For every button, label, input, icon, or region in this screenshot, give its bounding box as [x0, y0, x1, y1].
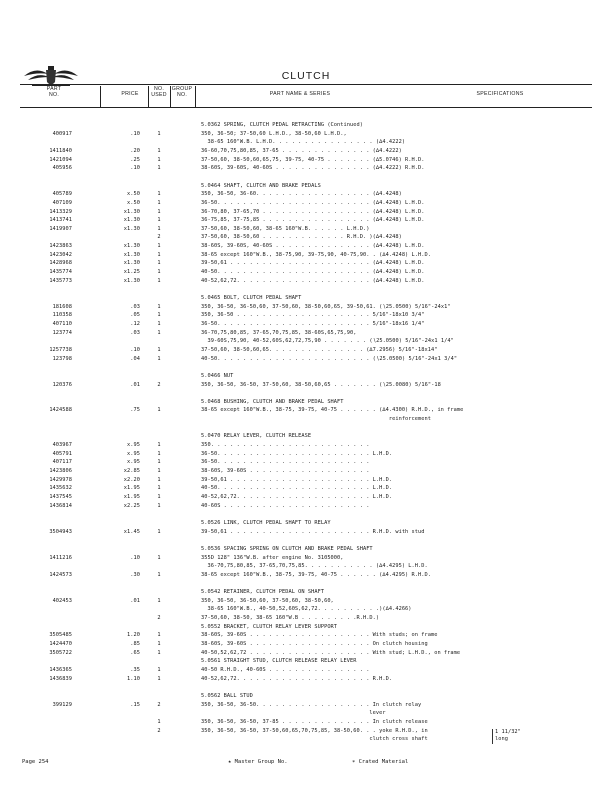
part-name-series: 350, 36-50, 36-50, 37-50,60, 38-50,60,65 . . . . . . . (∖25.0080) 5/16"-18 [201, 381, 441, 388]
col-header-part-name: PART NAME & SERIES [269, 91, 331, 97]
part-number: 400917 [52, 130, 72, 137]
part-number: 1437545 [49, 493, 72, 500]
part-number: 1424470 [49, 641, 72, 647]
part-name-series: 38-65 except 160"W.B., 38-75, 39-75, 40-75 . . . . . . (∆4.4300) R.H.D., in frame [201, 407, 464, 414]
part-number: 110358 [52, 312, 72, 319]
part-number: 1424588 [49, 407, 72, 414]
price: .30 [130, 571, 140, 578]
number-used: 1 [157, 251, 161, 258]
page-title: CLUTCH [281, 70, 331, 82]
part-name-series: 5.0561 STRAIGHT STUD, CLUTCH RELEASE RELAY LEVER [201, 658, 357, 665]
part-name-series: 5.0562 BALL STUD [201, 692, 253, 699]
part-name-series: 36-75,85, 37-75,85 . . . . . . . . . . . . . . . . . (∆4.4248) L.H.D. [201, 217, 425, 224]
part-name-series: 38-65 except 160"W.B., 38-75, 39-75, 40-75 . . . . . . (∆4.4295) R.H.D. [201, 571, 431, 578]
number-used: 1 [157, 407, 161, 414]
price: .20 [130, 147, 140, 154]
part-name-series: 350. . . . . . . . . . . . . . . . . . . . . . . . . [201, 442, 370, 449]
part-name-series: 350, 36-50, 36-50, 37-50,60,65,70,75,85, 38-50,60. . . yoke R.H.D., in [201, 727, 428, 734]
number-used: 2 [157, 727, 161, 734]
part-name-series: 5.0362 SPRING, CLUTCH PEDAL RETRACTING (Continued) [201, 122, 363, 128]
number-used: 1 [157, 260, 161, 267]
part-name-series: 5.0552 BRACKET, CLUTCH RELAY LEVER SUPPORT [201, 623, 338, 630]
part-number: 405956 [52, 165, 72, 172]
part-number: 403967 [52, 442, 72, 449]
part-number: 399129 [52, 701, 72, 708]
part-name-series: 37-50,60, 38-50,60, 38-65 160"W.B. . . . . . L.H.D.) [201, 225, 370, 232]
part-number: 1435632 [49, 485, 72, 492]
part-number: 1419907 [49, 225, 72, 232]
part-name-series: 40-50,52,62,72 . . . . . . . . . . . . . . . . . . . With stud; L.H.D., on frame [201, 649, 461, 656]
price: x1.30 [123, 260, 140, 267]
number-used: 2 [157, 701, 161, 708]
part-number: 1423863 [49, 243, 72, 250]
part-name-series: 355D 128" 136"W.B. after engine No. 3105000, [201, 554, 344, 561]
part-number: 407117 [52, 459, 72, 466]
part-name-series: 40-50. . . . . . . . . . . . . . . . . . . . . . . . L.H.D. [201, 485, 393, 492]
number-used: 1 [157, 346, 161, 353]
price: .01 [130, 597, 140, 604]
part-number: 1429978 [49, 476, 72, 483]
part-name-series: 39-60S,75,90, 40-52,60S,62,72,75,90 . . . . . . . (∖25.0500) 5/16"-24x1 1/4" [201, 338, 454, 345]
price: 1.10 [127, 675, 140, 682]
number-used: 1 [157, 502, 161, 509]
price: .03 [130, 303, 140, 310]
price: .10 [130, 554, 140, 561]
part-number: 405789 [52, 191, 72, 198]
part-number: 1435773 [49, 277, 72, 284]
price: x.50 [127, 199, 140, 206]
number-used: 1 [157, 649, 161, 656]
price: .03 [130, 329, 140, 336]
part-number: 1423806 [49, 468, 72, 474]
part-number: 1436365 [49, 666, 72, 673]
number-used: 1 [157, 718, 161, 725]
col-header-part-no: PART NO. [46, 86, 62, 98]
number-used: 1 [157, 329, 161, 336]
price: .12 [130, 320, 140, 327]
part-number: 3505485 [49, 632, 72, 639]
part-number: 1411840 [49, 147, 72, 154]
part-name-series: 37-50,60, 38-50,60,65,75, 39-75, 40-75 . . . . . . . (∆5.0746) R.H.D. [201, 156, 425, 163]
price: .10 [130, 346, 140, 353]
part-name-series: 39-50,61 . . . . . . . . . . . . . . . . . . . . . . (∆4.4248) L.H.D. [201, 260, 425, 267]
part-name-series: 350, 36-50, 36-50,60, 37-50,60, 38-50,60, [201, 597, 334, 604]
part-name-series: reinforcement [201, 416, 431, 423]
price: 1.20 [127, 632, 140, 639]
part-number: 1413741 [49, 217, 72, 224]
price: x1.95 [123, 485, 140, 492]
column-divider [100, 86, 101, 107]
part-number: 181608 [52, 303, 72, 310]
number-used: 1 [157, 641, 161, 647]
price: .10 [130, 130, 140, 137]
part-number: 1436814 [49, 502, 72, 509]
number-used: 1 [157, 130, 161, 137]
part-name-series: 38-65 160"W.B., 40-50,52,60S,62,72. . . . . . . . . .)(∆4.4266) [201, 606, 412, 613]
number-used: 1 [157, 450, 161, 457]
part-name-series: 40-50 R.H.D., 40-60S . . . . . . . . . . . . . . . . [201, 666, 370, 673]
part-name-series: 40-52,62,72. . . . . . . . . . . . . . . . . . . . . (∆4.4248) L.H.D. [201, 277, 425, 284]
part-number: 1413329 [49, 208, 72, 215]
part-name-series: 38-60S, 39-60S . . . . . . . . . . . . . . . . . . . [201, 468, 370, 474]
price: x1.30 [123, 277, 140, 284]
price: .85 [130, 641, 140, 647]
part-name-series: 36-50. . . . . . . . . . . . . . . . . . . . . . . . 5/16"-18x16 1/4" [201, 320, 425, 327]
part-name-series: 38-65 except 160"W.B., 38-75,90, 39-75,90, 40-75,90. . (∆4.4248) L.H.D. [201, 251, 431, 258]
part-name-series: 5.0466 NUT [201, 372, 234, 379]
part-name-series: 350, 36-50, 36-60. . . . . . . . . . . . . . . . . . (∆4.4248) [201, 191, 402, 198]
number-used: 2 [157, 234, 161, 241]
part-name-series: 39-50,61 . . . . . . . . . . . . . . . . . . . . . . R.H.D. with stud [201, 528, 425, 535]
part-name-series: 5.0542 RETAINER, CLUTCH PEDAL ON SHAFT [201, 589, 325, 596]
part-number: 1424573 [49, 571, 72, 578]
part-number: 123798 [52, 355, 72, 362]
price: x1.30 [123, 225, 140, 232]
footer-page-number: Page 254 [22, 759, 49, 765]
part-name-series: 38-60S, 39-60S . . . . . . . . . . . . . . . . . . . With studs; on frame [201, 632, 438, 639]
price: x2.25 [123, 502, 140, 509]
price: x2.85 [123, 468, 140, 474]
price: .15 [130, 701, 140, 708]
part-number: 1435774 [49, 269, 72, 276]
part-name-series: 40-50. . . . . . . . . . . . . . . . . . . . . . . . (∖25.0500) 5/16"-24x1 3/4" [201, 355, 458, 362]
price: .25 [130, 156, 140, 163]
part-name-series: 5.0468 BUSHING, CLUTCH AND BRAKE PEDAL SHAFT [201, 398, 344, 405]
price: .05 [130, 312, 140, 319]
number-used: 1 [157, 191, 161, 198]
number-used: 1 [157, 666, 161, 673]
number-used: 1 [157, 597, 161, 604]
number-used: 1 [157, 147, 161, 154]
part-name-series: 5.0536 SPACING SPRING ON CLUTCH AND BRAKE PEDAL SHAFT [201, 545, 373, 552]
price: .35 [130, 666, 140, 673]
price: x1.30 [123, 251, 140, 258]
part-name-series: 5.0526 LINK, CLUTCH PEDAL SHAFT TO RELAY [201, 519, 331, 526]
number-used: 1 [157, 225, 161, 232]
price: x1.30 [123, 208, 140, 215]
part-name-series: 350, 36-50, 36-50,60, 37-50,60, 38-50,60,65, 39-50,61. (∖25.0500) 5/16"-24x1" [201, 303, 451, 310]
part-number: 3505722 [49, 649, 72, 656]
part-number: 1411216 [49, 554, 72, 561]
column-divider [195, 86, 196, 107]
price: x1.95 [123, 493, 140, 500]
part-name-series: 40-60S . . . . . . . . . . . . . . . . . . . . . . . [201, 502, 370, 509]
number-used: 1 [157, 571, 161, 578]
number-used: 1 [157, 459, 161, 466]
part-number: 120376 [52, 381, 72, 388]
number-used: 1 [157, 156, 161, 163]
number-used: 1 [157, 485, 161, 492]
part-name-series: 350, 36-50 . . . . . . . . . . . . . . . . . . . . . 5/16"-18x10 3/4" [201, 312, 425, 319]
number-used: 1 [157, 632, 161, 639]
part-name-series: 5.0465 BOLT, CLUTCH PEDAL SHAFT [201, 295, 302, 301]
price: .75 [130, 407, 140, 414]
number-used: 1 [157, 312, 161, 319]
col-header-price: PRICE [121, 91, 139, 97]
number-used: 2 [157, 381, 161, 388]
part-name-series: 38-65 160"W.B. L.H.D. . . . . . . . . . . . . . . . (∆4.4222) [201, 139, 406, 146]
number-used: 2 [157, 615, 161, 622]
col-header-specifications: SPECIFICATIONS [476, 91, 524, 97]
part-name-series: 37-50,60, 38-50,60,65. . . . . . . . . . . . . . . (∆7.2956) 5/16"-18x14" [201, 346, 438, 353]
footer-crated-note: ∗ Crated Material [352, 759, 409, 765]
part-name-series: 36-70,75,80,85, 37-65,70,75,85, 38-60S,65,75,90, [201, 329, 357, 336]
part-number: 407110 [52, 320, 72, 327]
price: x1.25 [123, 269, 140, 276]
number-used: 1 [157, 277, 161, 284]
part-name-series: 37-50,60, 38-50,60 . . . . . . . . . . . . . R.H.D. )(∆4.4248) [201, 234, 402, 241]
number-used: 1 [157, 355, 161, 362]
part-name-series: 38-60S, 39-60S, 40-60S . . . . . . . . . . . . . . . (∆4.4222) R.H.D. [201, 165, 425, 172]
number-used: 1 [157, 269, 161, 276]
number-used: 1 [157, 303, 161, 310]
price: .04 [130, 355, 140, 362]
number-used: 1 [157, 528, 161, 535]
part-name-series: 36-60,70,75,80,85, 37-65 . . . . . . . . . . . . . . (∆4.4222) [201, 147, 402, 154]
part-name-series: 350, 36-50; 37-50,60 L.H.D., 38-50,60 L.H.D., [201, 130, 347, 137]
part-number: 1436839 [49, 675, 72, 682]
price: x.95 [127, 450, 140, 457]
part-name-series: 40-52,62,72. . . . . . . . . . . . . . . . . . . . . L.H.D. [201, 493, 393, 500]
part-name-series: 39-50,61 . . . . . . . . . . . . . . . . . . . . . . L.H.D. [201, 476, 393, 483]
part-name-series: 36-50. . . . . . . . . . . . . . . . . . . . . . . . L.H.D. [201, 450, 393, 457]
number-used: 1 [157, 199, 161, 206]
number-used: 1 [157, 493, 161, 500]
part-number: 1428968 [49, 260, 72, 267]
price: .65 [130, 649, 140, 656]
part-name-series: 350, 36-50, 36-50, 37-85 . . . . . . . . . . . . . . In clutch release [201, 718, 428, 725]
number-used: 1 [157, 468, 161, 474]
part-name-series: 36-70,80, 37-65,70 . . . . . . . . . . . . . . . . . (∆4.4248) L.H.D. [201, 208, 425, 215]
part-name-series: 36-70,75,80,85, 37-65,70,75,85. . . . . . . . . . . (∆4.4295) L.H.D. [201, 563, 428, 570]
part-name-series: lever [201, 710, 386, 717]
col-header-group-no: GROUP NO. [171, 86, 193, 98]
part-name-series: 40-52,62,72. . . . . . . . . . . . . . . . . . . . . R.H.D. [201, 675, 393, 682]
part-name-series: 37-50,60, 38-50, 38-65 160"W.B . . . . . . . . .R.H.D.) [201, 615, 380, 622]
price: x.50 [127, 191, 140, 198]
part-name-series: 38-60S, 39-60S, 40-60S . . . . . . . . . . . . . . . (∆4.4248) L.H.D. [201, 243, 425, 250]
number-used: 1 [157, 476, 161, 483]
price: x.95 [127, 459, 140, 466]
bracket-length-note: 1 11/32" long [492, 729, 521, 744]
part-number: 407109 [52, 199, 72, 206]
part-name-series: clutch cross shaft [201, 736, 428, 743]
number-used: 1 [157, 165, 161, 172]
part-number: 402453 [52, 597, 72, 604]
number-used: 1 [157, 320, 161, 327]
footer-master-group-note: ★ Master Group No. [228, 759, 288, 765]
part-number: 405791 [52, 450, 72, 457]
price: x2.20 [123, 476, 140, 483]
header-top-rule [20, 84, 592, 85]
part-number: 3504943 [49, 528, 72, 535]
part-name-series: 5.0464 SHAFT, CLUTCH AND BRAKE PEDALS [201, 182, 321, 189]
part-number: 1423042 [49, 251, 72, 258]
number-used: 1 [157, 675, 161, 682]
part-name-series: 5.0470 RELAY LEVER, CLUTCH RELEASE [201, 433, 312, 440]
price: .01 [130, 381, 140, 388]
price: x1.30 [123, 217, 140, 224]
number-used: 1 [157, 554, 161, 561]
price: .10 [130, 165, 140, 172]
price: x.95 [127, 442, 140, 449]
part-number: 1257738 [49, 346, 72, 353]
part-number: 123774 [52, 329, 72, 336]
part-name-series: 40-50. . . . . . . . . . . . . . . . . . . . . . . . (∆4.4248) L.H.D. [201, 269, 425, 276]
part-name-series: 38-60S, 39-60S . . . . . . . . . . . . . . . . . . . On clutch housing [201, 641, 428, 647]
part-number: 1421094 [49, 156, 72, 163]
price: x1.30 [123, 243, 140, 250]
part-name-series: 36-50. . . . . . . . . . . . . . . . . . . . . . . . [201, 459, 370, 466]
number-used: 1 [157, 217, 161, 224]
number-used: 1 [157, 442, 161, 449]
number-used: 1 [157, 243, 161, 250]
number-used: 1 [157, 208, 161, 215]
price: x1.45 [123, 528, 140, 535]
part-name-series: 36-50. . . . . . . . . . . . . . . . . . . . . . . . (∆4.4248) L.H.D. [201, 199, 425, 206]
part-name-series: 350, 36-50, 36-50. . . . . . . . . . . . . . . . . . In clutch relay [201, 701, 422, 708]
col-header-no-used: NO. USED [151, 86, 167, 98]
header-bottom-rule [20, 107, 592, 108]
